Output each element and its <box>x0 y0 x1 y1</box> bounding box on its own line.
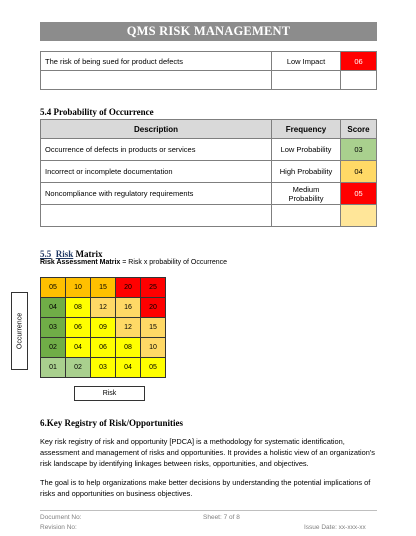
table-row <box>41 139 377 161</box>
matrix-cell: 16 <box>116 298 141 318</box>
prob-score: 04 <box>341 161 377 183</box>
col-header-score: Score <box>341 120 377 139</box>
prob-frequency: High Probability <box>272 161 341 183</box>
matrix-cell: 02 <box>66 358 91 378</box>
occurrence-axis-label-box <box>11 292 28 370</box>
matrix-cell: 03 <box>41 318 66 338</box>
paragraph: The goal is to help organizations make better decisions by understanding the potential implications of risks and opportunities on business objectives. <box>40 478 371 498</box>
matrix-cell: 04 <box>116 358 141 378</box>
matrix-cell: 09 <box>91 318 116 338</box>
impact-score: 06 <box>341 52 377 71</box>
table-row <box>41 52 377 71</box>
prob-description: Occurrence of defects in products or services <box>41 139 272 161</box>
risk-description: The risk of being sued for product defects <box>41 52 272 71</box>
matrix-row <box>41 278 166 298</box>
empty-cell <box>341 71 377 90</box>
paragraph: Key risk registry of risk and opportunity [PDCA] is a methodology for systematic identification, assessment and management of risks and opportunities. It provides a holistic view of an organization's risk landscape by identifying linkages between risks, opportunities, and objectives. <box>40 437 375 468</box>
heading-risk-word: Risk <box>55 249 74 259</box>
table-row <box>41 161 377 183</box>
section-heading-probability: 5.4 Probability of Occurrence <box>40 107 154 117</box>
col-header-frequency: Frequency <box>272 120 341 139</box>
table-row <box>41 183 377 205</box>
matrix-subtitle-rest: = Risk x probability of Occurrence <box>120 259 228 266</box>
impact-level: Low Impact <box>272 52 341 71</box>
risk-impact-table <box>40 51 377 90</box>
footer-divider <box>40 510 377 511</box>
matrix-cell: 08 <box>66 298 91 318</box>
table-row <box>41 205 377 227</box>
empty-cell <box>341 205 377 227</box>
empty-cell <box>272 205 341 227</box>
matrix-cell: 06 <box>91 338 116 358</box>
matrix-cell: 06 <box>66 318 91 338</box>
table-row <box>41 71 377 90</box>
prob-score: 03 <box>341 139 377 161</box>
matrix-cell: 10 <box>66 278 91 298</box>
matrix-cell: 01 <box>41 358 66 378</box>
footer-sheet: Sheet: 7 of 8 <box>203 514 240 521</box>
matrix-subtitle-bold: Risk Assessment Matrix <box>40 259 121 266</box>
prob-score: 05 <box>341 183 377 205</box>
empty-cell <box>272 71 341 90</box>
matrix-cell: 02 <box>41 338 66 358</box>
matrix-row <box>41 338 166 358</box>
matrix-cell: 05 <box>41 278 66 298</box>
prob-frequency: Low Probability <box>272 139 341 161</box>
footer-issue-date: Issue Date: xx-xxx-xx <box>304 524 366 531</box>
prob-description: Noncompliance with regulatory requirements <box>41 183 272 205</box>
matrix-row <box>41 318 166 338</box>
matrix-row <box>41 298 166 318</box>
matrix-cell: 20 <box>116 278 141 298</box>
footer-revision-no: Revision No: <box>40 524 77 531</box>
page-header-banner: QMS RISK MANAGEMENT <box>40 22 377 41</box>
heading-rest: Matrix <box>73 249 103 259</box>
prob-description: Incorrect or incomplete documentation <box>41 161 272 183</box>
section-heading-key-registry: 6.Key Registry of Risk/Opportunities <box>40 418 183 428</box>
risk-matrix <box>40 277 166 378</box>
matrix-cell: 04 <box>66 338 91 358</box>
prob-frequency: Medium Probability <box>272 183 341 205</box>
matrix-subtitle <box>40 259 227 266</box>
matrix-cell: 12 <box>116 318 141 338</box>
matrix-cell: 15 <box>91 278 116 298</box>
probability-table <box>40 119 377 227</box>
table-header-row <box>41 120 377 139</box>
empty-cell <box>41 205 272 227</box>
footer-document-no: Document No: <box>40 514 82 521</box>
matrix-cell: 10 <box>141 338 166 358</box>
matrix-cell: 25 <box>141 278 166 298</box>
matrix-cell: 03 <box>91 358 116 378</box>
matrix-row <box>41 358 166 378</box>
matrix-cell: 04 <box>41 298 66 318</box>
empty-cell <box>41 71 272 90</box>
matrix-cell: 08 <box>116 338 141 358</box>
section-heading-risk-matrix <box>40 249 103 259</box>
occurrence-axis-label: Occurrence <box>16 312 23 350</box>
risk-axis-label: Risk <box>74 386 145 401</box>
matrix-cell: 20 <box>141 298 166 318</box>
matrix-cell: 05 <box>141 358 166 378</box>
heading-number: 5.5 <box>40 249 52 259</box>
col-header-description: Description <box>41 120 272 139</box>
matrix-cell: 15 <box>141 318 166 338</box>
matrix-cell: 12 <box>91 298 116 318</box>
